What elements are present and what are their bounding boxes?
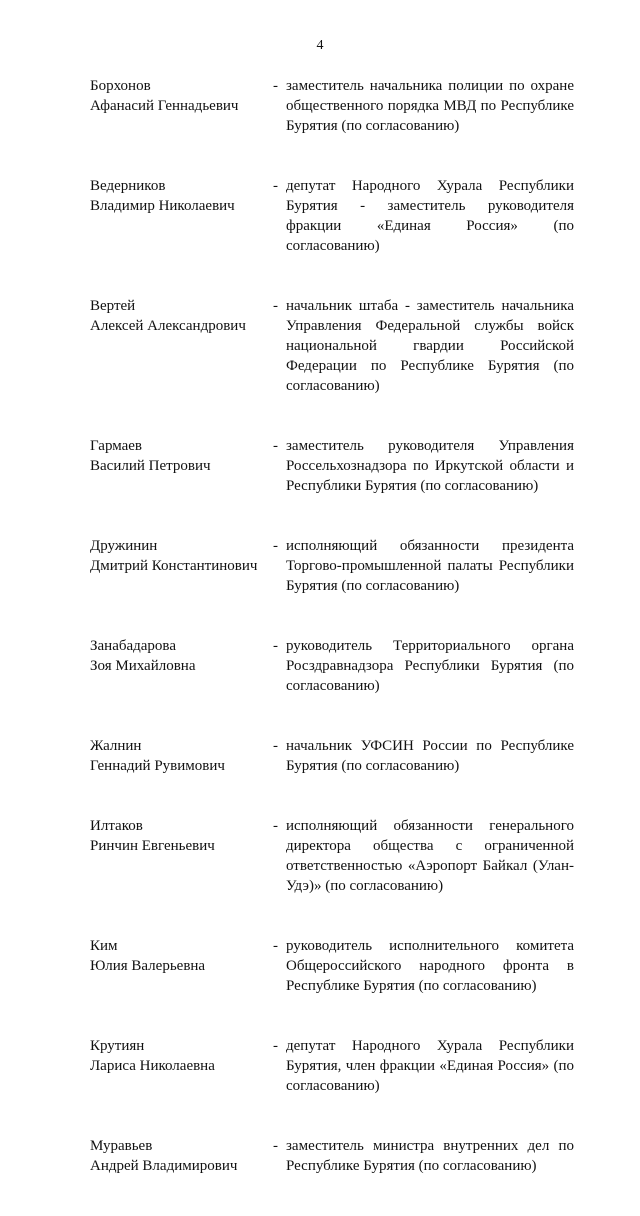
given-names: Андрей Владимирович: [90, 1158, 238, 1174]
position-description: исполняющий обязанности генерального директора общества с ограниченной ответственностью «Аэропорт Байкал (Улан-Удэ)» (по согласованию): [286, 818, 574, 894]
given-names: Василий Петрович: [90, 458, 211, 474]
list-item: [90, 816, 580, 896]
entry-dash: -: [273, 538, 278, 554]
list-item: [90, 436, 580, 496]
list-item: [90, 736, 580, 776]
person-name: [90, 1036, 272, 1096]
surname: Жалнин: [90, 738, 142, 754]
position-description: депутат Народного Хурала Республики Бурятия - заместитель руководителя фракции «Единая Россия» (по согласованию): [286, 178, 574, 254]
list-item: [90, 176, 580, 256]
given-names: Геннадий Рувимович: [90, 758, 225, 774]
position-description: заместитель министра внутренних дел по Республике Бурятия (по согласованию): [286, 1138, 574, 1174]
entry-dash: -: [273, 638, 278, 654]
position-description: начальник штаба - заместитель начальника Управления Федеральной службы войск национальной гвардии Российской Федерации по Республике Бурятия (по согласованию): [286, 298, 574, 394]
entry-dash: -: [273, 938, 278, 954]
entry-dash: -: [273, 298, 278, 314]
members-list: [90, 76, 580, 1216]
person-name: [90, 296, 272, 396]
given-names: Лариса Николаевна: [90, 1058, 215, 1074]
given-names: Юлия Валерьевна: [90, 958, 206, 974]
given-names: Дмитрий Константинович: [90, 558, 258, 574]
person-name: [90, 736, 272, 776]
surname: Дружинин: [90, 538, 158, 554]
person-name: [90, 636, 272, 696]
given-names: Алексей Александрович: [90, 318, 246, 334]
position-description: руководитель Территориального органа Росздравнадзора Республики Бурятия (по согласованию): [286, 638, 574, 694]
surname: Борхонов: [90, 78, 151, 94]
list-item: [90, 296, 580, 396]
person-name: [90, 1136, 272, 1176]
entry-dash: -: [273, 1038, 278, 1054]
surname: Муравьев: [90, 1138, 153, 1154]
list-item: [90, 1036, 580, 1096]
person-name: [90, 436, 272, 496]
entry-dash: -: [273, 1138, 278, 1154]
position-description: депутат Народного Хурала Республики Бурятия, член фракции «Единая Россия» (по согласованию): [286, 1038, 574, 1094]
entry-dash: -: [273, 818, 278, 834]
surname: Занабадарова: [90, 638, 176, 654]
surname: Гармаев: [90, 438, 143, 454]
given-names: Зоя Михайловна: [90, 658, 196, 674]
surname: Илтаков: [90, 818, 143, 834]
list-item: [90, 936, 580, 996]
entry-dash: -: [273, 738, 278, 754]
position-description: руководитель исполнительного комитета Общероссийского народного фронта в Республике Бурятия (по согласованию): [286, 938, 574, 994]
entry-dash: -: [273, 78, 278, 94]
position-description: заместитель руководителя Управления Россельхознадзора по Иркутской области и Республики Бурятия (по согласованию): [286, 438, 574, 494]
given-names: Владимир Николаевич: [90, 198, 235, 214]
position-description: начальник УФСИН России по Республике Бурятия (по согласованию): [286, 738, 574, 774]
position-description: заместитель начальника полиции по охране общественного порядка МВД по Республике Бурятия (по согласованию): [286, 78, 574, 134]
list-item: [90, 76, 580, 136]
surname: Ким: [90, 938, 118, 954]
given-names: Ринчин Евгеньевич: [90, 838, 215, 854]
list-item: [90, 1136, 580, 1176]
person-name: [90, 76, 272, 136]
surname: Ведерников: [90, 178, 166, 194]
surname: Крутиян: [90, 1038, 145, 1054]
person-name: [90, 536, 272, 596]
position-description: исполняющий обязанности президента Торгово-промышленной палаты Республики Бурятия (по согласованию): [286, 538, 574, 594]
list-item: [90, 636, 580, 696]
person-name: [90, 176, 272, 256]
given-names: Афанасий Геннадьевич: [90, 98, 239, 114]
list-item: [90, 536, 580, 596]
surname: Вертей: [90, 298, 136, 314]
page-number: 4: [316, 38, 324, 53]
person-name: [90, 816, 272, 896]
entry-dash: -: [273, 178, 278, 194]
person-name: [90, 936, 272, 996]
entry-dash: -: [273, 438, 278, 454]
